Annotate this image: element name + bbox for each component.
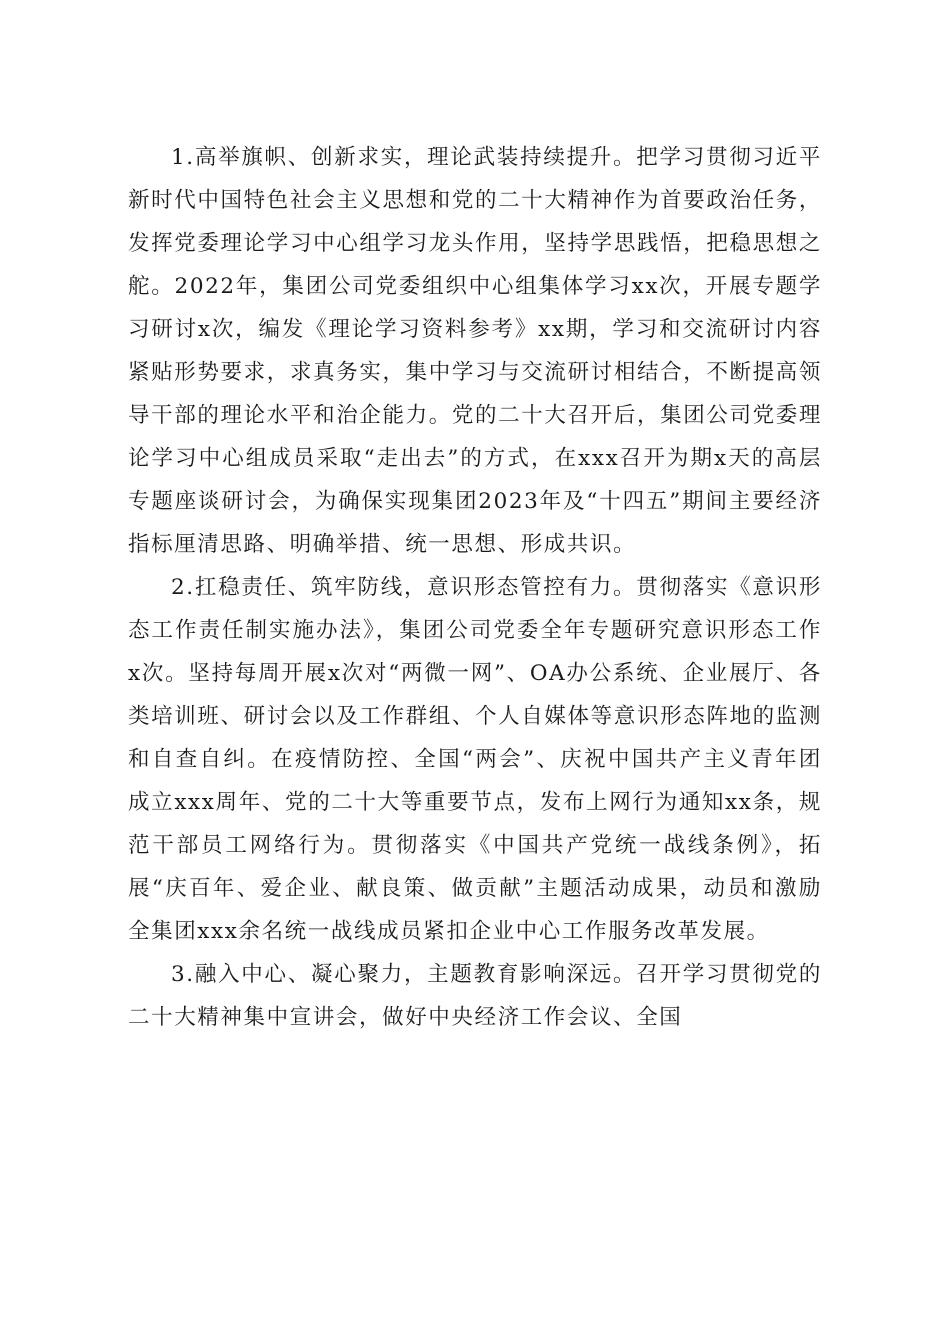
paragraph-ideology-control: 2.扛稳责任、筑牢防线，意识形态管控有力。贯彻落实《意识形态工作责任制实施办法》，集团公司党委全年专题研究意识形态工作x次。坚持每周开展x次对“两微一网”、OA办公系统、企业展厅、各类培训班、研讨会以及工作群组、个人自媒体等意识形态阵地的监测和自查自纠。在疫情防控、全国“两会”、庆祝中国共产主义青年团成立xxx周年、党的二十大等重要节点，发布上网行为通知xx条，规范干部员工网络行为。贯彻落实《中国共产党统一战线条例》，拓展“庆百年、爱企业、献良策、做贡献”主题活动成果，动员和激励全集团xxx余名统一战线成员紧扣企业中心工作服务改革发展。: [128, 575, 822, 944]
paragraph-theme-education: 3.融入中心、凝心聚力，主题教育影响深远。召开学习贯彻党的二十大精神集中宣讲会，做好中央经济工作会议、全国: [128, 962, 822, 1030]
paragraph-theory-study: 1.高举旗帜、创新求实，理论武装持续提升。把学习贯彻习近平新时代中国特色社会主义思想和党的二十大精神作为首要政治任务，发挥党委理论学习中心组学习龙头作用，坚持学思践悟，把稳思想之舵。2022年，集团公司党委组织中心组集体学习xx次，开展专题学习研讨x次，编发《理论学习资料参考》xx期，学习和交流研讨内容紧贴形势要求，求真务实，集中学习与交流研讨相结合，不断提高领导干部的理论水平和治企能力。党的二十大召开后，集团公司党委理论学习中心组成员采取“走出去”的方式，在xxx召开为期x天的高层专题座谈研讨会，为确保实现集团2023年及“十四五”期间主要经济指标厘清思路、明确举措、统一思想、形成共识。: [128, 145, 822, 557]
